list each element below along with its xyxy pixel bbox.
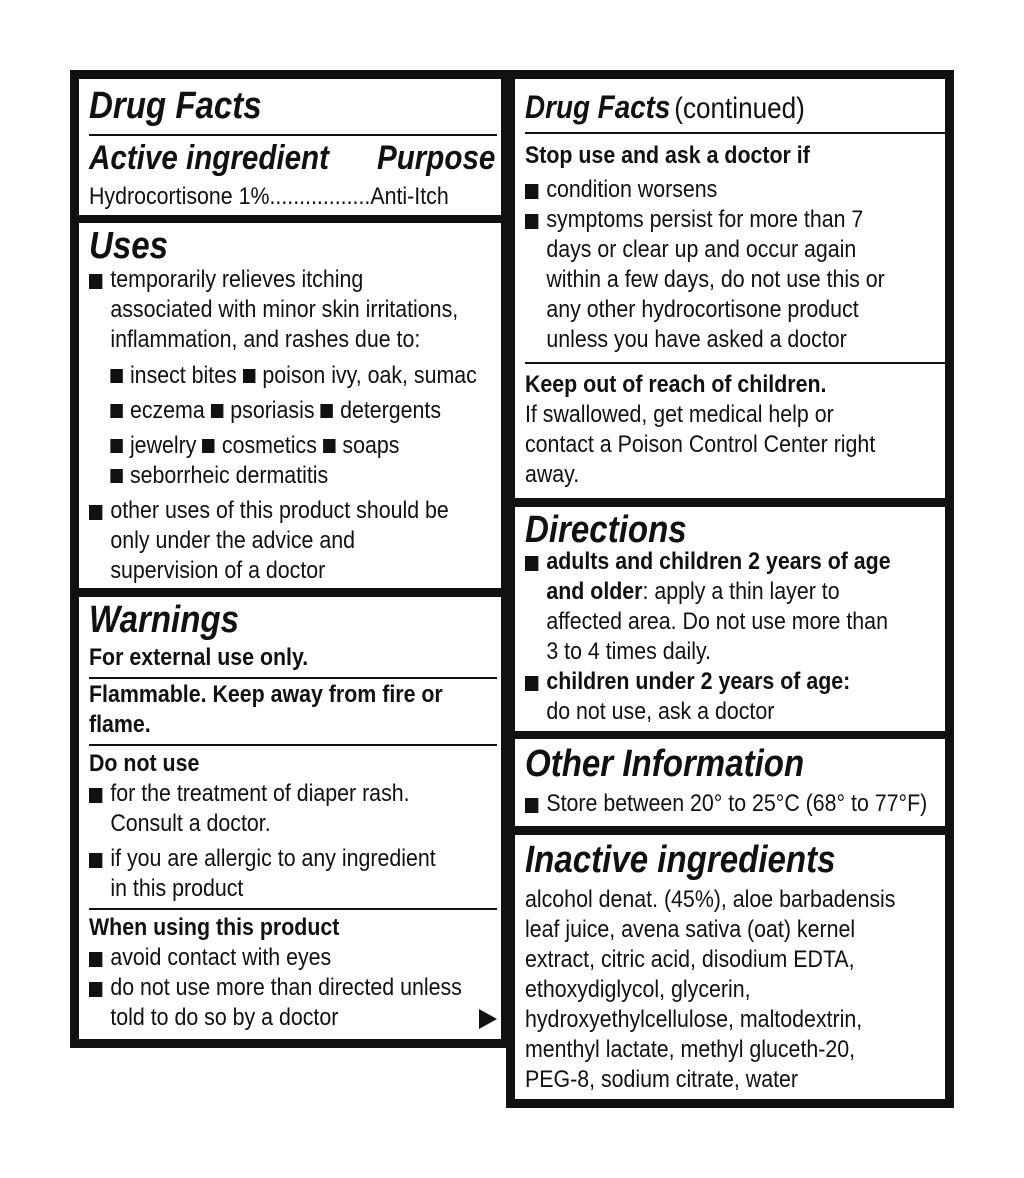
bullet-square-icon (89, 853, 102, 868)
do-not-use-heading: Do not use (89, 750, 200, 777)
bullet-square-icon (320, 404, 332, 418)
bullet-square-icon (323, 439, 335, 453)
list-item: for the treatment of diaper rash. Consult a doctor. (89, 779, 436, 839)
sub-list (89, 361, 477, 491)
stop-use-panel (515, 79, 945, 498)
sub-list-row: insect bites poison ivy, oak, sumac (110, 361, 476, 391)
sub-list-row: seborrheic dermatitis (110, 461, 476, 491)
drug-facts-right-column (506, 70, 954, 1108)
other-information-panel (515, 739, 945, 826)
purpose-heading: Purpose (377, 139, 496, 177)
list-item: if you are allergic to any ingredient in this product (89, 844, 436, 904)
bullet-square-icon (110, 404, 122, 418)
do-not-use-section (89, 749, 436, 904)
list-item: avoid contact with eyes (89, 943, 462, 973)
list-item: do not use more than directed unless told to do so by a doctor (89, 973, 462, 1033)
uses-list (89, 265, 477, 586)
stop-use-heading: Stop use and ask a doctor if (525, 142, 810, 169)
warnings-panel (79, 597, 501, 1039)
drug-facts-title: Drug Facts (89, 85, 262, 127)
bullet-square-icon (525, 676, 538, 691)
list-item: other uses of this product should be only under the advice and supervision of a doctor (89, 496, 477, 586)
divider (89, 677, 497, 679)
warnings-heading: Warnings (89, 599, 240, 641)
keep-out-section: Keep out of reach of children. If swallowed, get medical help or contact a Poison Control Center right away. (525, 371, 876, 488)
bullet-square-icon (525, 798, 538, 813)
active-ingredient-purpose: Anti-Itch (370, 183, 449, 210)
bullet-square-icon (89, 982, 102, 997)
bullet-square-icon (89, 952, 102, 967)
bullet-square-icon (211, 404, 223, 418)
keep-out-heading: Keep out of reach of children. (525, 371, 827, 398)
inactive-ingredients-heading: Inactive ingredients (525, 839, 836, 881)
bullet-square-icon (110, 369, 122, 383)
uses-heading: Uses (89, 225, 169, 267)
list-item: condition worsens (525, 175, 885, 205)
bullet-square-icon (89, 788, 102, 803)
when-using-section (89, 913, 462, 1033)
active-ingredient-heading: Active ingredient (89, 139, 329, 177)
other-information-heading: Other Information (525, 743, 805, 785)
bullet-square-icon (243, 369, 255, 383)
list-item: Store between 20° to 25°C (68° to 77°F) (525, 789, 927, 819)
flammable-text: Flammable. Keep away from fire or flame. (89, 681, 443, 738)
bullet-square-icon (110, 439, 122, 453)
bullet-square-icon (525, 556, 538, 571)
drug-facts-left-column (70, 70, 510, 1048)
divider (89, 908, 497, 910)
external-use-text: For external use only. (89, 644, 309, 671)
uses-panel (79, 223, 501, 588)
list-item: children under 2 years of age: do not use, ask a doctor (525, 667, 891, 727)
bullet-square-icon (525, 214, 538, 229)
directions-heading: Directions (525, 509, 687, 551)
dot-leader: ................. (269, 183, 371, 210)
sub-list-row: eczema psoriasis detergents (110, 396, 476, 426)
bullet-square-icon (110, 469, 122, 483)
list-item: temporarily relieves itching associated with minor skin irritations, inflammation, and rashes due to: (89, 265, 477, 355)
continue-arrow-icon (479, 1009, 497, 1029)
sub-list-row: jewelry cosmetics soaps (110, 431, 476, 461)
list-item: adults and children 2 years of age and older: apply a thin layer to affected area. Do not use more than 3 to 4 times daily. (525, 547, 891, 667)
divider (89, 134, 497, 136)
bullet-square-icon (525, 184, 538, 199)
directions-list (525, 547, 891, 727)
active-ingredient-row (89, 182, 449, 212)
divider (89, 744, 497, 746)
stop-use-section (525, 141, 885, 355)
when-using-heading: When using this product (89, 914, 340, 941)
bullet-square-icon (202, 439, 214, 453)
other-information-list (525, 789, 927, 819)
inactive-ingredients-panel (515, 835, 945, 1099)
divider (525, 362, 945, 364)
continued-title: Drug Facts (continued) (525, 89, 805, 125)
inactive-ingredients-text: alcohol denat. (45%), aloe barbadensis leaf juice, avena sativa (oat) kernel extract, citric acid, disodium EDTA, ethoxydiglycol, glycerin, hydroxyethylcellulose, maltodextrin, menthyl lactate, methyl gluceth-20, PEG-8, sodium citrate, water (525, 886, 896, 1093)
active-ingredient-name: Hydrocortisone 1% (89, 183, 270, 210)
divider (525, 132, 945, 134)
directions-panel (515, 507, 945, 731)
bullet-square-icon (89, 274, 102, 289)
bullet-square-icon (89, 505, 102, 520)
active-ingredient-panel (79, 79, 501, 215)
list-item: symptoms persist for more than 7 days or clear up and occur again within a few days, do not use this or any other hydrocortisone product unless you have asked a doctor (525, 205, 885, 355)
